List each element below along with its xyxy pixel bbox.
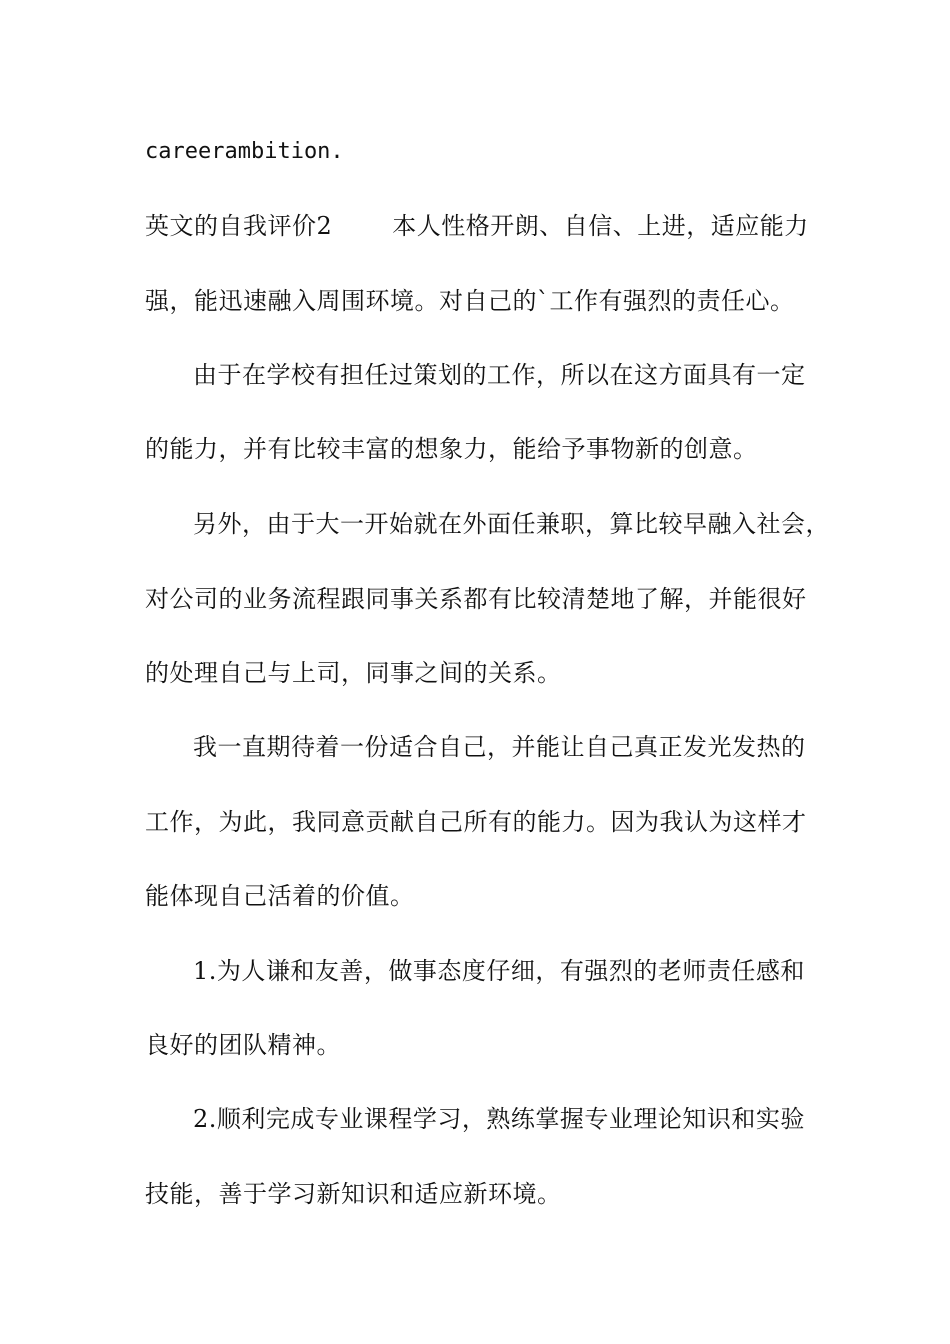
text-line: 良好的团队精神。	[145, 1031, 341, 1059]
paragraph-start-text: 本人性格开朗、自信、上进，适应能力	[392, 212, 809, 240]
text-line: 的处理自己与上司，同事之间的关系。	[145, 659, 562, 687]
text-line: 的能力，并有比较丰富的想象力，能给予事物新的创意。	[145, 435, 758, 463]
list-item-2: 2.顺利完成专业课程学习，熟练掌握专业理论知识和实验	[193, 1105, 805, 1133]
text-line-ambition: careerambition.	[145, 139, 344, 164]
text-line: 工作，为此，我同意贡献自己所有的能力。因为我认为这样才	[145, 808, 807, 836]
text-line: 能体现自己活着的价值。	[145, 882, 415, 910]
paragraph-line: 我一直期待着一份适合自己，并能让自己真正发光发热的	[193, 733, 806, 761]
text-line: 对公司的业务流程跟同事关系都有比较清楚地了解，并能很好	[145, 585, 807, 613]
text-line: 技能，善于学习新知识和适应新环境。	[145, 1180, 562, 1208]
paragraph-line: 另外，由于大一开始就在外面任兼职，算比较早融入社会，	[193, 510, 830, 538]
paragraph-line: 由于在学校有担任过策划的工作，所以在这方面具有一定	[193, 361, 806, 389]
text-line: 强，能迅速融入周围环境。对自己的`工作有强烈的责任心。	[145, 287, 795, 315]
section-heading: 英文的自我评价2	[145, 212, 333, 240]
list-item-1: 1.为人谦和友善，做事态度仔细，有强烈的老师责任感和	[193, 957, 805, 985]
section-heading-line	[145, 211, 845, 241]
